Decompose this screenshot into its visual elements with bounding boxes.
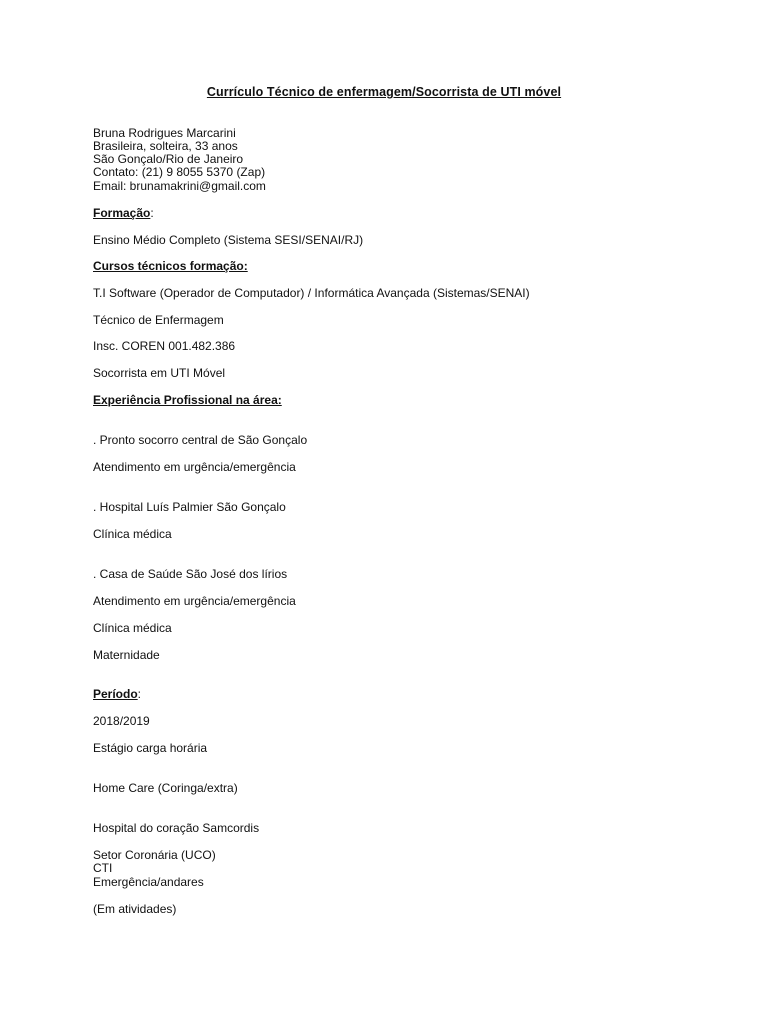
periodo-item: Emergência/andares bbox=[93, 875, 204, 889]
experiencia-item: Atendimento em urgência/emergência bbox=[93, 594, 296, 608]
experiencia-item: Clínica médica bbox=[93, 621, 172, 635]
periodo-item: Setor Coronária (UCO) bbox=[93, 848, 216, 862]
section-heading-experiencia: Experiência Profissional na área: bbox=[93, 393, 282, 407]
periodo-heading-text: Período bbox=[93, 687, 138, 701]
periodo-item: Hospital do coração Samcordis bbox=[93, 821, 260, 835]
section-heading-cursos: Cursos técnicos formação: bbox=[93, 259, 248, 273]
personal-location: São Gonçalo/Rio de Janeiro bbox=[93, 152, 244, 166]
personal-nationality: Brasileira, solteira, 33 anos bbox=[93, 139, 238, 153]
cursos-item: Socorrista em UTI Móvel bbox=[93, 366, 226, 380]
periodo-item: CTI bbox=[93, 861, 113, 875]
formacao-heading-colon: : bbox=[150, 206, 154, 220]
experiencia-item: Atendimento em urgência/emergência bbox=[93, 460, 296, 474]
personal-contact: Contato: (21) 9 8055 5370 (Zap) bbox=[93, 165, 266, 179]
formacao-heading-text: Formação bbox=[93, 206, 151, 220]
periodo-item: Estágio carga horária bbox=[93, 741, 208, 755]
document-title: Currículo Técnico de enfermagem/Socorrista de UTI móvel bbox=[206, 85, 562, 99]
periodo-item: (Em atividades) bbox=[93, 902, 177, 916]
section-heading-formacao bbox=[93, 207, 154, 220]
periodo-item: Home Care (Coringa/extra) bbox=[93, 781, 238, 795]
experiencia-item: . Pronto socorro central de São Gonçalo bbox=[93, 433, 308, 447]
personal-name: Bruna Rodrigues Marcarini bbox=[93, 126, 236, 140]
experiencia-item: . Hospital Luís Palmier São Gonçalo bbox=[93, 500, 286, 514]
personal-email: Email: brunamakrini@gmail.com bbox=[93, 179, 266, 193]
experiencia-item: . Casa de Saúde São José dos lírios bbox=[93, 567, 288, 581]
cursos-item: Insc. COREN 001.482.386 bbox=[93, 339, 236, 353]
formacao-item: Ensino Médio Completo (Sistema SESI/SENAI/RJ) bbox=[93, 233, 364, 247]
periodo-item: 2018/2019 bbox=[93, 714, 150, 728]
section-heading-periodo bbox=[93, 688, 141, 701]
periodo-heading-colon: : bbox=[137, 687, 142, 701]
experiencia-item: Clínica médica bbox=[93, 527, 172, 541]
cursos-item: Técnico de Enfermagem bbox=[93, 313, 224, 327]
experiencia-item: Maternidade bbox=[93, 648, 160, 662]
cursos-item: T.I Software (Operador de Computador) / Informática Avançada (Sistemas/SENAI) bbox=[93, 286, 530, 300]
